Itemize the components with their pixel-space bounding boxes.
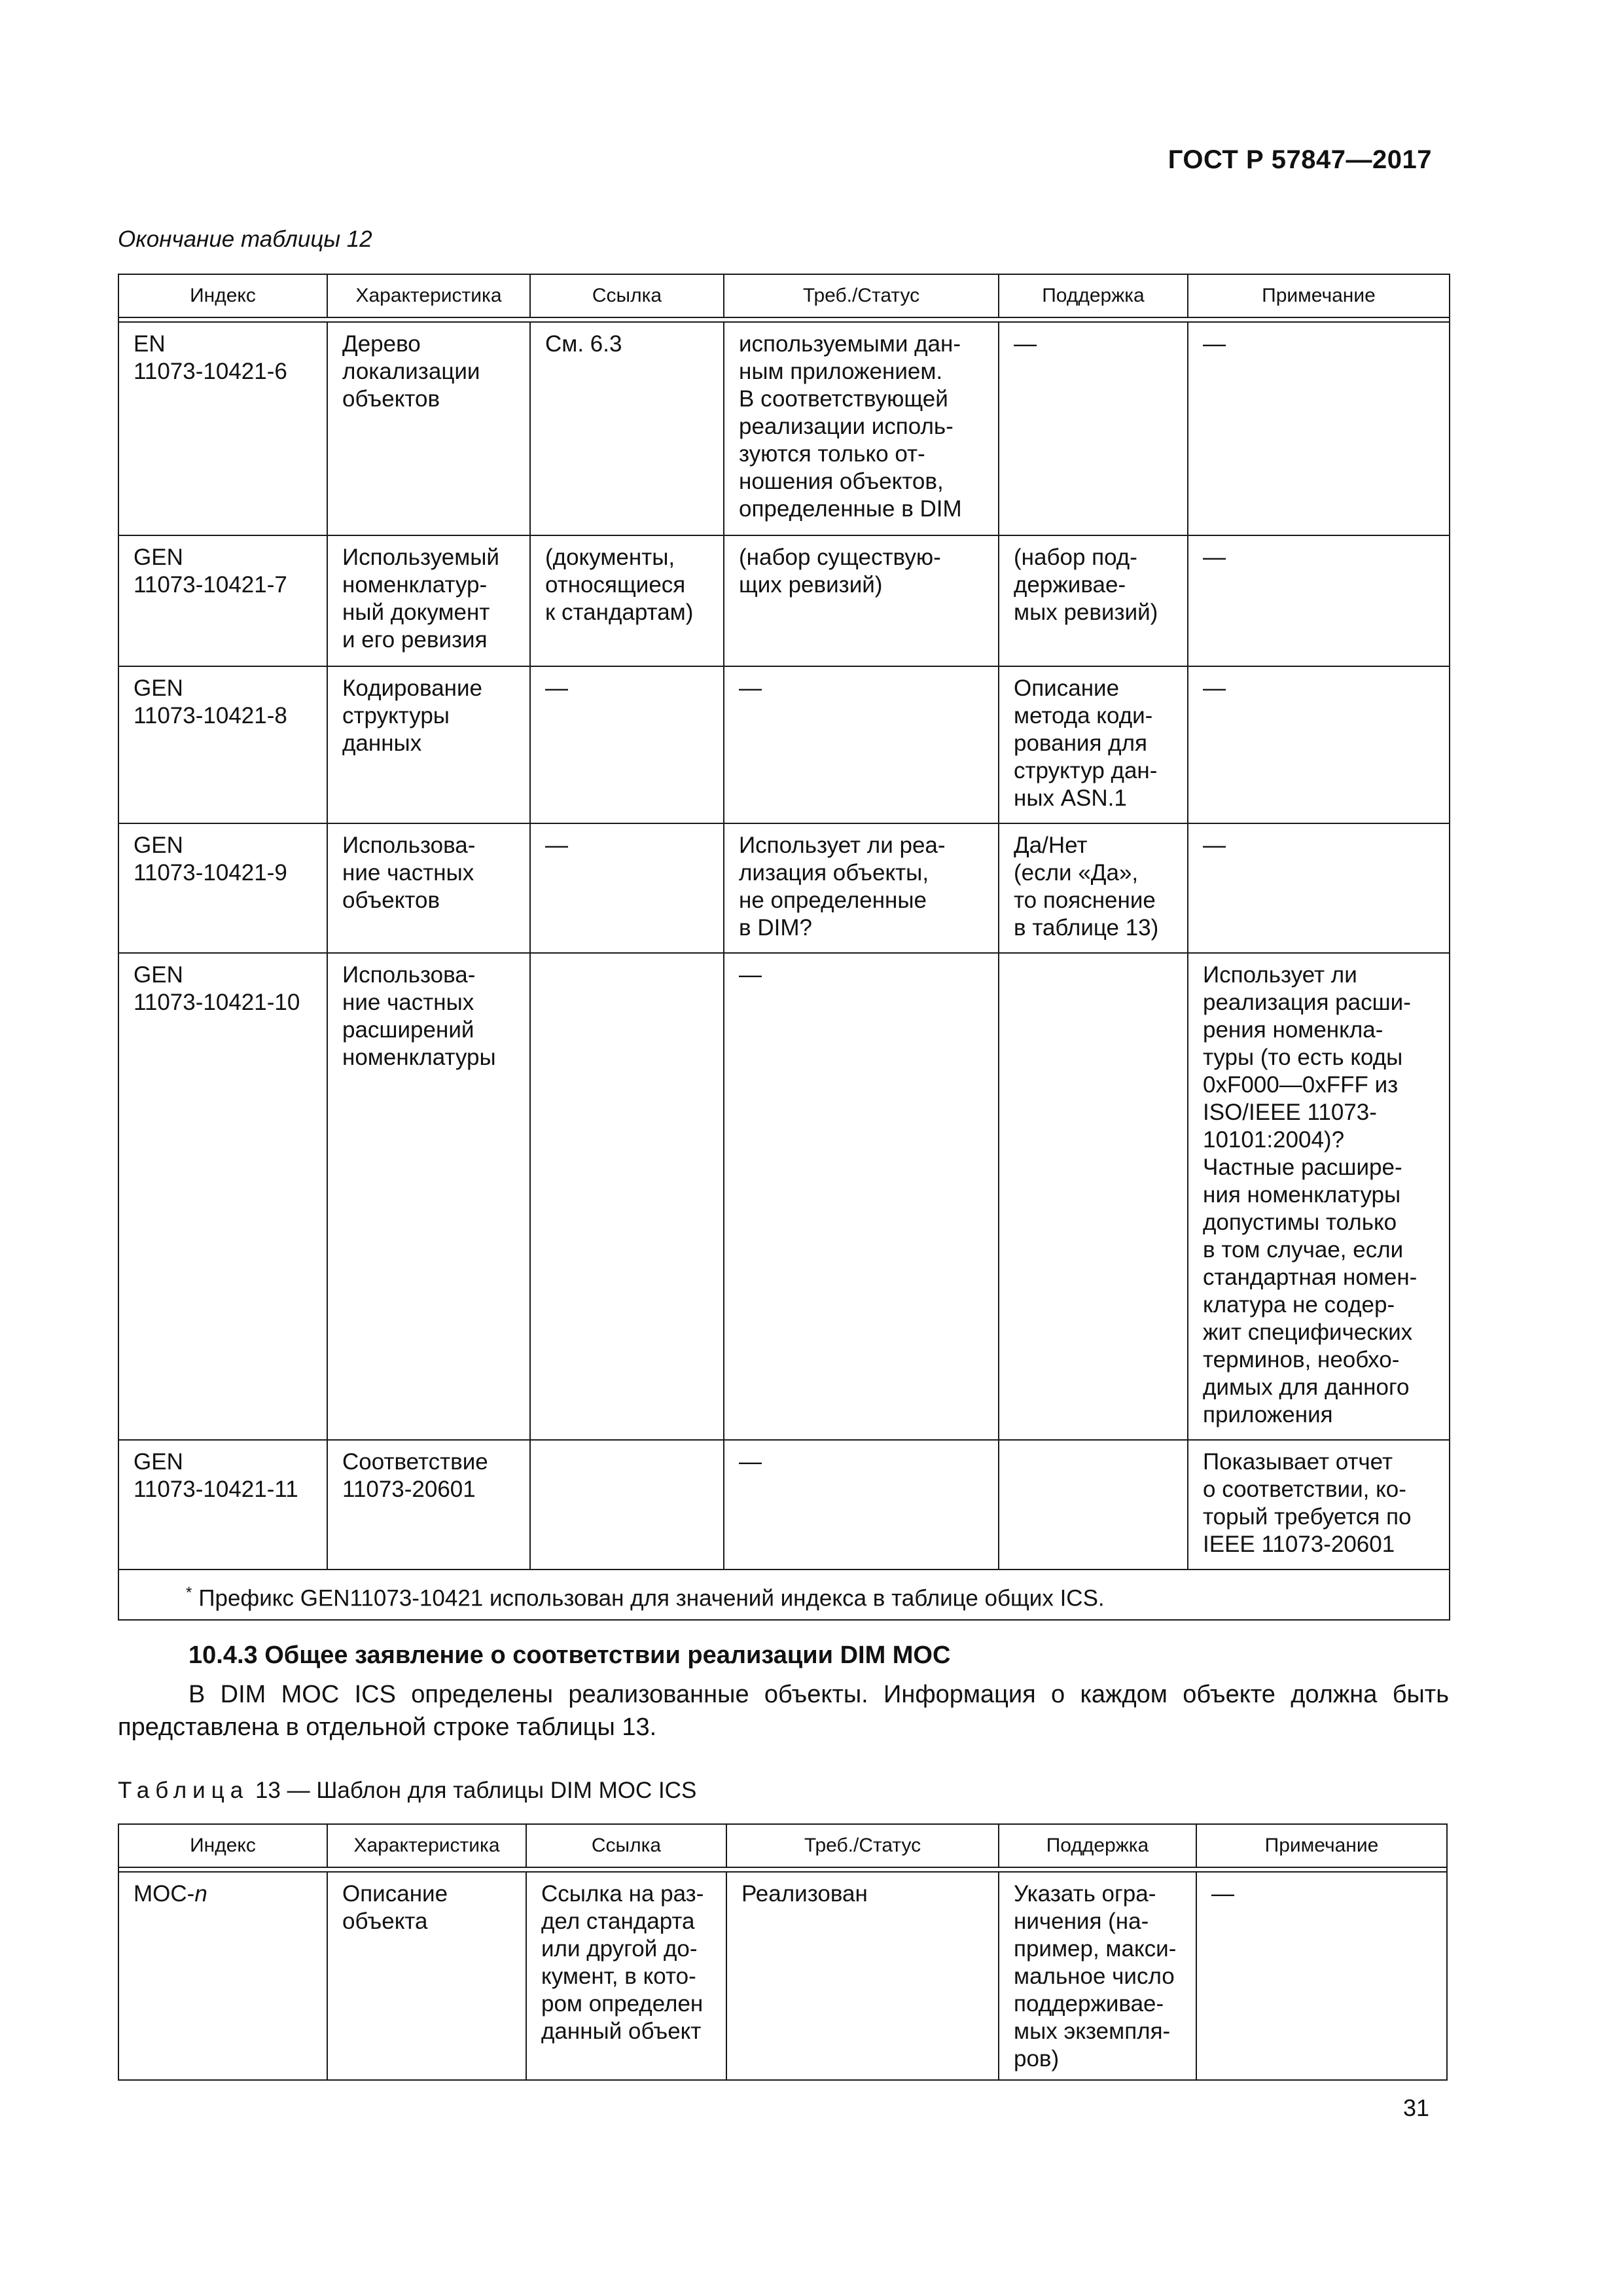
cell-reference: — <box>530 823 724 953</box>
cell-status: Использует ли реа- лизация объекты, не определенные в DIM? <box>724 823 999 953</box>
cell-index: GEN 11073-10421-9 <box>118 823 327 953</box>
footnote-text: Префикс GEN11073-10421 использован для значений индекса в таблице общих ICS. <box>198 1585 1105 1611</box>
cell-index: GEN 11073-10421-10 <box>118 953 327 1440</box>
table-row <box>118 823 1450 953</box>
column-header-reference: Ссылка <box>530 274 724 317</box>
table-row <box>118 1872 1447 2080</box>
header-separator <box>118 1867 1447 1872</box>
cell-note: — <box>1196 1872 1447 2080</box>
section-paragraph: В DIM MOC ICS определены реализованные объекты. Информация о каждом объекте должна быть представлена в отдельной строке таблицы 13. <box>118 1681 1449 1741</box>
page-number: 31 <box>1402 2094 1429 2121</box>
table-row <box>118 953 1450 1440</box>
cell-support: Да/Нет (если «Да», то пояснение в таблице 13) <box>999 823 1188 953</box>
table13 <box>118 1823 1448 2081</box>
cell-note: — <box>1188 535 1450 666</box>
index-prefix: MOC- <box>134 1881 195 1907</box>
column-header-status: Треб./Статус <box>724 274 999 317</box>
cell-status: — <box>724 953 999 1440</box>
cell-note: Показывает отчет о соответствии, ко- торый требуется по IEEE 11073-20601 <box>1188 1440 1450 1570</box>
cell-status: — <box>724 666 999 823</box>
table13-header-row <box>118 1824 1447 1867</box>
cell-status: используемыми дан- ным приложением. В соответствующей реализации исполь- зуются только от- ношения объектов, определенные в DIM <box>724 322 999 535</box>
cell-support: — <box>999 322 1188 535</box>
table13-caption-prefix: Таблица <box>118 1778 249 1803</box>
cell-support <box>999 1440 1188 1570</box>
table-row <box>118 322 1450 535</box>
cell-index: EN 11073-10421-6 <box>118 322 327 535</box>
cell-support: Указать огра- ничения (на- пример, макси- мальное число поддерживае- мых экземпля- ров) <box>999 1872 1196 2080</box>
table-row <box>118 1440 1450 1570</box>
column-header-support: Поддержка <box>999 1824 1196 1867</box>
table-row <box>118 535 1450 666</box>
cell-status: Реализован <box>726 1872 999 2080</box>
table12-header-row <box>118 274 1450 317</box>
cell-note: Использует ли реализация расши- рения номенкла- туры (то есть коды 0xF000—0xFFF из ISO/IEEE 11073- 10101:2004)? Частные расшире- ния номенклатуры допустимы только в том случае, если стандартная номен- клатура не содер- жит специфических терминов, необхо- димых для данного приложения <box>1188 953 1450 1440</box>
table12-caption: Окончание таблицы 12 <box>118 226 372 252</box>
cell-reference: (документы, относящиеся к стандартам) <box>530 535 724 666</box>
cell-note: — <box>1188 322 1450 535</box>
column-header-support: Поддержка <box>999 274 1188 317</box>
header-separator <box>118 317 1450 322</box>
footnote-mark: * <box>186 1584 192 1602</box>
cell-index: GEN 11073-10421-8 <box>118 666 327 823</box>
cell-support: (набор под- держивае- мых ревизий) <box>999 535 1188 666</box>
table13-caption <box>118 1778 696 1804</box>
cell-characteristic: Соответствие 11073-20601 <box>327 1440 530 1570</box>
document-standard-number: ГОСТ Р 57847—2017 <box>1168 145 1432 174</box>
cell-index: GEN 11073-10421-7 <box>118 535 327 666</box>
column-header-reference: Ссылка <box>526 1824 726 1867</box>
cell-characteristic: Используемый номенклатур- ный документ и его ревизия <box>327 535 530 666</box>
column-header-characteristic: Характеристика <box>327 1824 526 1867</box>
table12 <box>118 274 1450 1621</box>
cell-characteristic: Кодирование структуры данных <box>327 666 530 823</box>
column-header-characteristic: Характеристика <box>327 274 530 317</box>
column-header-index: Индекс <box>118 274 327 317</box>
column-header-index: Индекс <box>118 1824 327 1867</box>
section-heading: 10.4.3 Общее заявление о соответствии реализации DIM MOC <box>188 1641 951 1669</box>
cell-characteristic: Описание объекта <box>327 1872 526 2080</box>
column-header-status: Треб./Статус <box>726 1824 999 1867</box>
cell-note: — <box>1188 666 1450 823</box>
cell-reference: См. 6.3 <box>530 322 724 535</box>
cell-index <box>118 1872 327 2080</box>
index-variable: n <box>194 1881 207 1907</box>
cell-reference: — <box>530 666 724 823</box>
cell-status: — <box>724 1440 999 1570</box>
table12-footnote-row <box>118 1570 1450 1620</box>
table-row <box>118 666 1450 823</box>
cell-status: (набор существую- щих ревизий) <box>724 535 999 666</box>
cell-characteristic: Использова- ние частных объектов <box>327 823 530 953</box>
cell-reference: Ссылка на раз- дел стандарта или другой до- кумент, в кото- ром определен данный объект <box>526 1872 726 2080</box>
cell-note: — <box>1188 823 1450 953</box>
table12-footnote <box>118 1570 1450 1620</box>
cell-support <box>999 953 1188 1440</box>
column-header-note: Примечание <box>1196 1824 1447 1867</box>
cell-reference <box>530 1440 724 1570</box>
cell-characteristic: Дерево локализации объектов <box>327 322 530 535</box>
cell-support: Описание метода коди- рования для структур дан- ных ASN.1 <box>999 666 1188 823</box>
column-header-note: Примечание <box>1188 274 1450 317</box>
cell-reference <box>530 953 724 1440</box>
cell-index: GEN 11073-10421-11 <box>118 1440 327 1570</box>
table13-caption-text: 13 — Шаблон для таблицы DIM MOC ICS <box>255 1778 697 1803</box>
cell-characteristic: Использова- ние частных расширений номенклатуры <box>327 953 530 1440</box>
